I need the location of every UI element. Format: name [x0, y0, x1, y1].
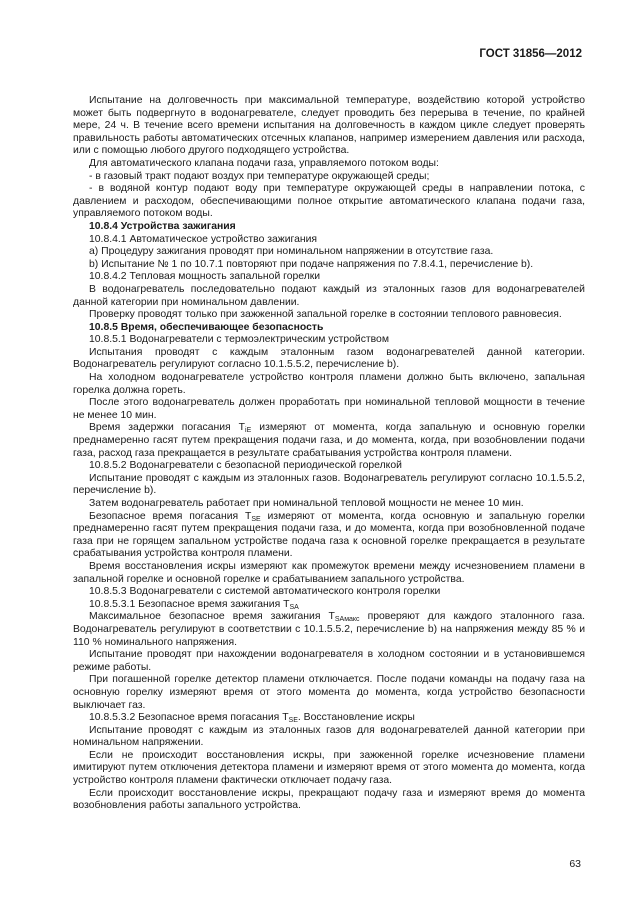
- subsection-heading: 10.8.5.1 Водонагреватели с термоэлектрическим устройством: [89, 334, 389, 346]
- paragraph: В водонагреватель последовательно подают каждый из эталонных газов для водонагревателей данной категории при номинальном давлении.: [73, 283, 585, 308]
- paragraph: Для автоматического клапана подачи газа, управляемого потоком воды:: [89, 157, 439, 169]
- text-run: Максимальное безопасное время зажигания T: [89, 611, 335, 623]
- paragraph: b) Испытание № 1 по 10.7.1 повторяют при подаче напряжения по 7.8.4.1, перечисление b).: [89, 258, 534, 270]
- paragraph: Если происходит восстановление искры, прекращают подачу газа и измеряют время до момента возобновления работы запального устройства.: [73, 787, 585, 812]
- section-heading: 10.8.5 Время, обеспечивающее безопасность: [89, 321, 324, 333]
- paragraph: При погашенной горелке детектор пламени отключается. После подачи команды на подачу газа на основную горелку измеряют время от этого момента до момента, когда устройство безопасности выключает газ.: [73, 674, 585, 711]
- subsection-heading: [73, 599, 585, 612]
- text-run: измеряют от момента, когда запальную и основную горелки преднамеренно гасят путем прекращения подачи газа, и до момента, когда, при возобновлении подачи газа, расход газа прекращается в результате срабатывания устройства контроля пламени.: [73, 422, 585, 459]
- paragraph: [73, 422, 585, 460]
- paragraph: - в газовый тракт подают воздух при температуре окружающей среды;: [89, 170, 430, 182]
- text-run: 10.8.5.3.2 Безопасное время погасания T: [89, 712, 289, 724]
- document-body: [73, 95, 585, 813]
- text-run: Время задержки погасания T: [89, 422, 246, 434]
- text-run: Безопасное время погасания T: [89, 510, 252, 522]
- paragraph: После этого водонагреватель должен проработать при номинальной тепловой мощности в течение не менее 10 мин.: [73, 397, 585, 421]
- text-run: проверяют для каждого эталонного газа. Водонагреватель регулируют в соответствии с 10.1.5.5.2, перечисление b) на напряжения между 85 % и 110 % номинального напряжения.: [73, 611, 585, 648]
- paragraph: Время восстановления искры измеряют как промежуток времени между исчезновением пламени в запальной горелке и основной горелке и срабатыванием запального устройства.: [73, 560, 585, 585]
- subscript: SAмакс: [334, 616, 360, 624]
- paragraph: На холодном водонагревателе устройство контроля пламени должно быть включено, запальная горелка должна гореть.: [73, 372, 585, 396]
- paragraph: [73, 611, 585, 649]
- subscript: SE: [288, 717, 298, 725]
- paragraph: а) Процедуру зажигания проводят при номинальном напряжении в отсутствие газа.: [89, 246, 494, 258]
- paragraph: [73, 511, 585, 561]
- paragraph: - в водяной контур подают воду при температуре окружающей среды в направлении потока, с давлением и расходом, обеспечивающими полное открытие автоматического клапана подачи газа, управляемого потоком воды.: [73, 183, 585, 220]
- text-run: . Восстановление искры: [297, 712, 415, 724]
- subscript: iE: [245, 427, 252, 435]
- section-heading: 10.8.4 Устройства зажигания: [89, 220, 236, 232]
- subsection-heading: 10.8.5.3 Водонагреватели с системой автоматического контроля горелки: [89, 586, 441, 598]
- paragraph: Испытание проводят с каждым из эталонных газов. Водонагреватель регулируют согласно 10.1.5.5.2, перечисление b).: [73, 472, 585, 497]
- subscript: SA: [289, 603, 299, 611]
- paragraph: Испытание на долговечность при максимальной температуре, воздействию которой устройство может быть подвергнуто в водонагревателе, следует проводить без перерыва в течение, по крайней мере, 24 ч. В течение всего времени испытания на долговечность в каждом цикле следует проверять правильность работы автоматических отсечных клапанов, например измерением давления или расхода, или с помощью любого другого подходящего устройства.: [73, 95, 585, 157]
- paragraph: Испытания проводят с каждым эталонным газом водонагревателей данной категории. Водонагреватель регулируют согласно 10.1.5.5.2, перечисление b).: [73, 346, 585, 371]
- page-number: 63: [569, 858, 581, 870]
- paragraph: Затем водонагреватель работает при номинальной тепловой мощности не менее 10 мин.: [89, 498, 524, 509]
- paragraph: Испытание проводят с каждым из эталонных газов для водонагревателей данной категории при номинальном напряжении.: [73, 724, 585, 749]
- paragraph: Проверку проводят только при зажженной запальной горелке в состоянии теплового равновесия.: [89, 309, 562, 321]
- paragraph: Если не происходит восстановления искры, при зажженной горелке исчезновение пламени имитируют путем отключения детектора пламени и измеряют время от этого момента до момента, когда устройство контроля пламени фактически отключает подачу газа.: [73, 749, 585, 787]
- subsection-heading: 10.8.5.2 Водонагреватели с безопасной периодической горелкой: [89, 460, 402, 472]
- subsection-heading: [73, 712, 585, 725]
- subsection-heading: 10.8.4.1 Автоматическое устройство зажигания: [89, 233, 318, 245]
- text-run: измеряют от момента, когда основную и запальную горелки преднамеренно гасят путем прекращения подачи газа, и до момента, когда при возобновленной подаче газа при не горящем запальном устройстве подача газа к основной горелке прекращается в результате срабатывания устройства контроля пламени.: [73, 510, 585, 560]
- subsection-heading: 10.8.4.2 Тепловая мощность запальной горелки: [89, 271, 321, 283]
- subscript: SE: [251, 515, 261, 523]
- text-run: 10.8.5.3.1 Безопасное время зажигания T: [89, 598, 290, 610]
- standard-header: ГОСТ 31856—2012: [479, 48, 582, 60]
- paragraph: Испытание проводят при нахождении водонагревателя в холодном состоянии и в установившемся режиме работы.: [73, 649, 585, 673]
